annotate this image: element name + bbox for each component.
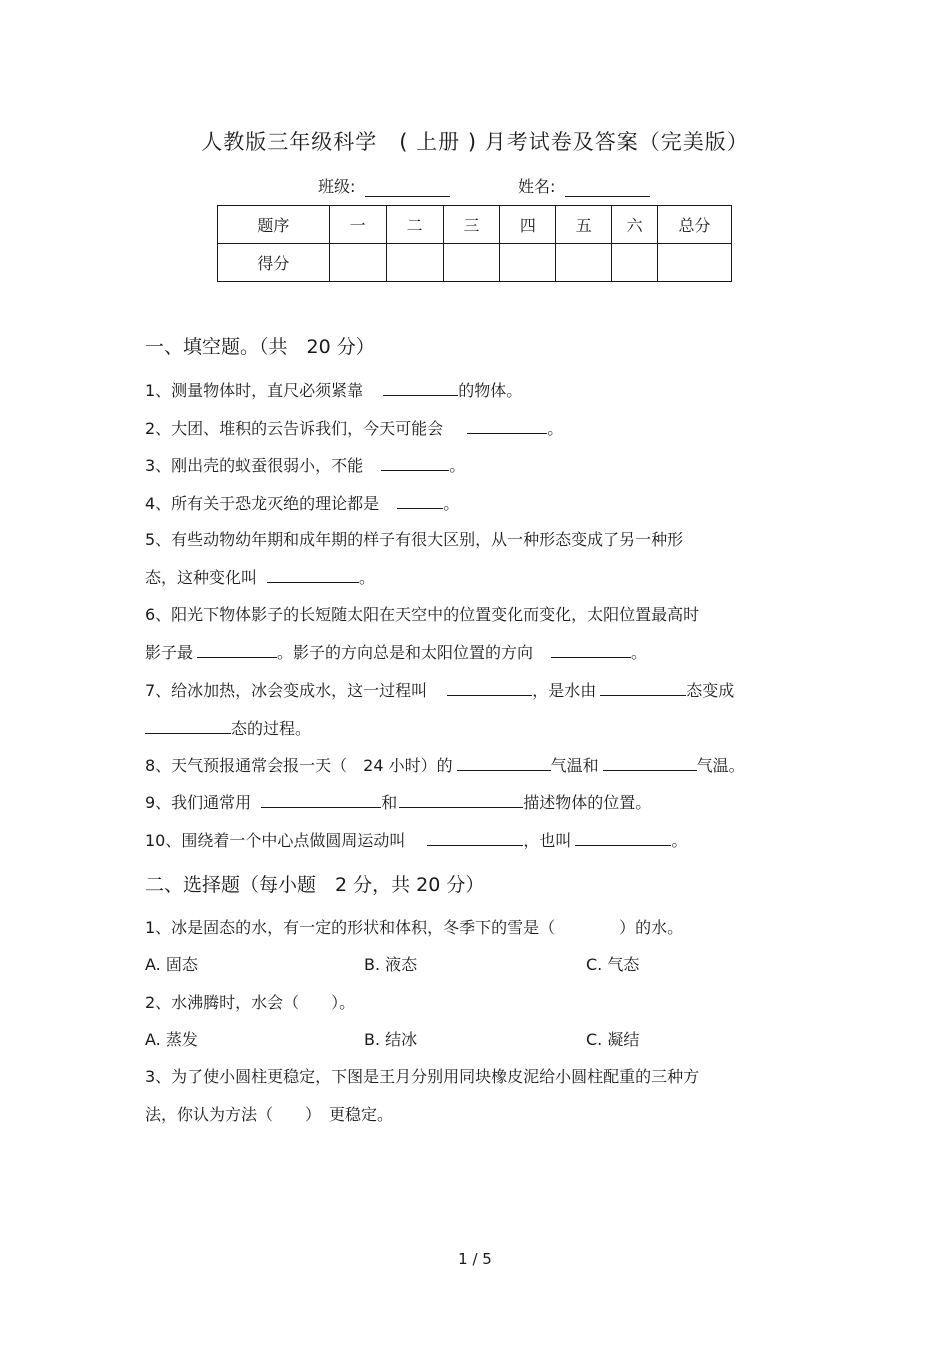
choice-question-1: 1、冰是固态的水，有一定的形状和体积，冬季下的雪是（ ）的水。 xyxy=(145,918,684,937)
question-text: 。 xyxy=(443,494,460,513)
answer-blank[interactable] xyxy=(397,492,443,509)
answer-blank[interactable] xyxy=(575,829,671,846)
page-number: 1 / 5 xyxy=(458,1250,492,1268)
class-field[interactable] xyxy=(318,174,450,197)
option-a[interactable]: A. 固态 xyxy=(145,955,198,974)
question-text: ，也叫 xyxy=(523,831,572,850)
score-table xyxy=(217,205,732,282)
question-5-line1: 5、有些动物幼年期和成年期的样子有很大区别，从一种形态变成了另一种形 xyxy=(145,530,684,549)
score-cell[interactable] xyxy=(556,244,612,282)
question-text: 气温和 xyxy=(550,756,599,775)
answer-blank[interactable] xyxy=(261,791,381,808)
question-text: 态，这种变化叫 xyxy=(145,568,258,587)
score-cell[interactable] xyxy=(500,244,556,282)
question-text: 4、所有关于恐龙灭绝的理论都是 xyxy=(145,494,380,513)
question-text: 和 xyxy=(381,793,398,812)
answer-blank[interactable] xyxy=(381,454,449,471)
score-cell[interactable] xyxy=(443,244,500,282)
choice-question-2: 2、水沸腾时，水会（ ）。 xyxy=(145,993,356,1012)
question-text: 。 xyxy=(547,419,564,438)
answer-blank[interactable] xyxy=(267,566,359,583)
answer-blank[interactable] xyxy=(603,754,697,771)
question-10 xyxy=(145,828,687,851)
question-text: 。影子的方向总是和太阳位置的方向 xyxy=(277,643,534,662)
class-label: 班级: xyxy=(318,177,356,196)
choice-question-3-line2: 法，你认为方法（ ） 更稳定。 xyxy=(145,1105,394,1124)
header-cell: 四 xyxy=(500,206,556,244)
header-cell: 二 xyxy=(386,206,443,244)
question-5-line2 xyxy=(145,565,375,588)
section1-title: 一、填空题。（共 20 分） xyxy=(145,336,375,358)
option-c[interactable]: C. 凝结 xyxy=(586,1030,640,1049)
answer-blank[interactable] xyxy=(145,717,231,734)
option-b[interactable]: B. 液态 xyxy=(364,955,418,974)
question-text: 的物体。 xyxy=(458,381,523,400)
score-cell[interactable] xyxy=(386,244,443,282)
page-title: 人教版三年级科学 ( 上册 ) 月考试卷及答案（完美版） xyxy=(201,130,749,154)
header-cell: 六 xyxy=(612,206,658,244)
answer-blank[interactable] xyxy=(467,417,547,434)
question-text: 7、给冰加热，冰会变成水，这一过程叫 xyxy=(145,681,428,700)
question-3 xyxy=(145,453,465,476)
question-6-line2 xyxy=(145,640,647,663)
question-text: 9、我们通常用 xyxy=(145,793,252,812)
class-blank[interactable] xyxy=(365,178,450,197)
question-7-line1 xyxy=(145,678,734,701)
question-text: 气温。 xyxy=(696,756,745,775)
question-7-line2 xyxy=(145,716,311,739)
answer-blank[interactable] xyxy=(551,641,631,658)
question-text: 。 xyxy=(449,456,466,475)
answer-blank[interactable] xyxy=(427,829,523,846)
score-row xyxy=(218,244,732,282)
name-field[interactable] xyxy=(518,174,650,197)
answer-blank[interactable] xyxy=(197,641,277,658)
choice-question-3-line1: 3、为了使小圆柱更稳定，下图是王月分别用同块橡皮泥给小圆柱配重的三种方 xyxy=(145,1067,700,1086)
question-text: 态变成 xyxy=(686,681,735,700)
question-text: 10、围绕着一个中心点做圆周运动叫 xyxy=(145,831,406,850)
score-cell[interactable] xyxy=(612,244,658,282)
answer-blank[interactable] xyxy=(600,679,686,696)
answer-blank[interactable] xyxy=(383,379,458,396)
score-cell[interactable] xyxy=(329,244,386,282)
option-b[interactable]: B. 结冰 xyxy=(364,1030,418,1049)
option-c[interactable]: C. 气态 xyxy=(586,955,640,974)
answer-blank[interactable] xyxy=(457,754,551,771)
question-1 xyxy=(145,378,522,401)
name-label: 姓名: xyxy=(518,177,556,196)
question-4 xyxy=(145,491,459,514)
question-text: ，是水由 xyxy=(532,681,597,700)
question-6-line1: 6、阳光下物体影子的长短随太阳在天空中的位置变化而变化，太阳位置最高时 xyxy=(145,605,700,624)
question-text: 。 xyxy=(359,568,376,587)
header-cell: 题序 xyxy=(218,206,330,244)
question-8 xyxy=(145,753,745,776)
question-text: 8、天气预报通常会报一天（ 24 小时）的 xyxy=(145,756,453,775)
answer-blank[interactable] xyxy=(399,791,523,808)
question-text: 2、大团、堆积的云告诉我们，今天可能会 xyxy=(145,419,444,438)
question-text: 态的过程。 xyxy=(231,719,312,738)
question-text: 3、刚出壳的蚁蚕很弱小，不能 xyxy=(145,456,364,475)
question-text: 。 xyxy=(671,831,688,850)
question-text: 。 xyxy=(631,643,648,662)
question-text: 1、测量物体时，直尺必须紧靠 xyxy=(145,381,364,400)
answer-blank[interactable] xyxy=(447,679,532,696)
header-cell: 三 xyxy=(443,206,500,244)
name-blank[interactable] xyxy=(565,178,650,197)
score-label-cell: 得分 xyxy=(218,244,330,282)
question-text: 描述物体的位置。 xyxy=(523,793,652,812)
header-cell: 五 xyxy=(556,206,612,244)
header-cell: 一 xyxy=(329,206,386,244)
question-2 xyxy=(145,416,563,439)
score-cell[interactable] xyxy=(658,244,732,282)
option-a[interactable]: A. 蒸发 xyxy=(145,1030,198,1049)
question-text: 影子最 xyxy=(145,643,194,662)
section2-title: 二、选择题（每小题 2 分，共 20 分） xyxy=(145,874,485,896)
question-9 xyxy=(145,790,651,813)
header-cell: 总分 xyxy=(658,206,732,244)
score-header-row xyxy=(218,206,732,244)
